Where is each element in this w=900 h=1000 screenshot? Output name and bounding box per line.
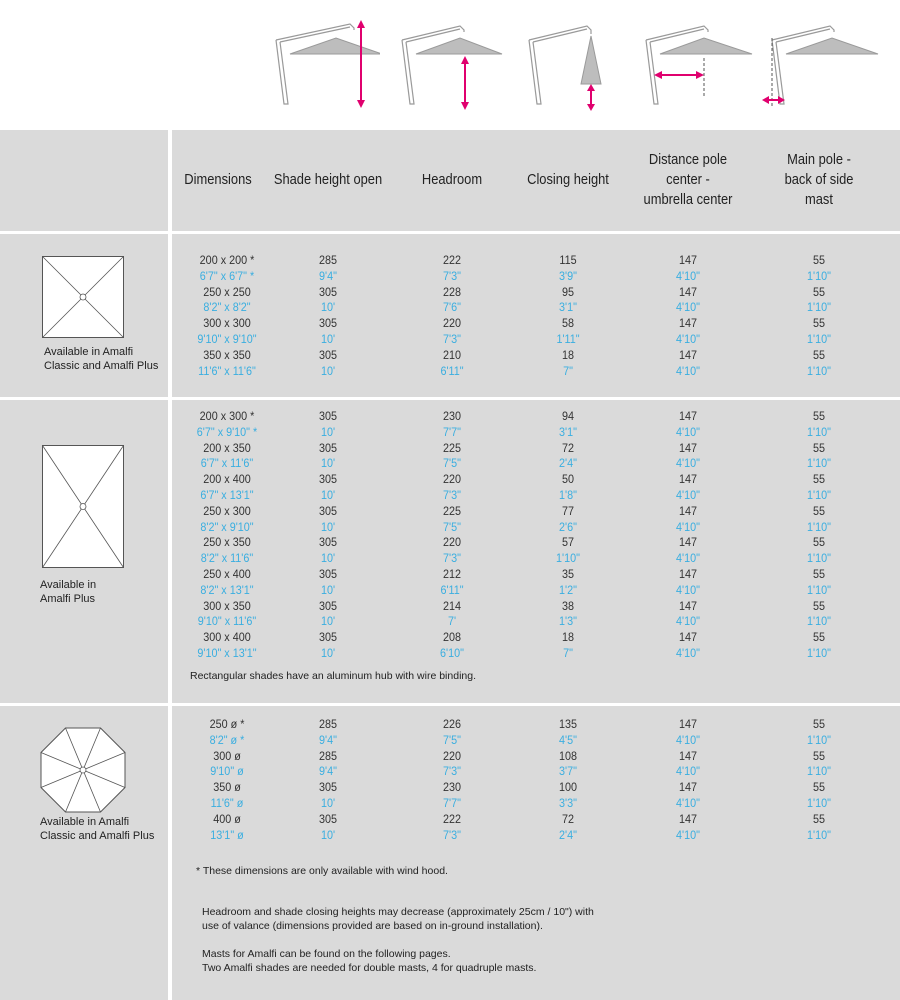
cell-imperial: 4'10" [676, 764, 700, 779]
cell-imperial: 1'10" [807, 456, 831, 471]
cell-imperial: 10' [320, 614, 336, 629]
cell-metric: 55 [812, 316, 826, 331]
cell-imperial: 6'7" x 11'6" [200, 456, 254, 471]
availability-rectangle: Available in Amalfi Plus [40, 579, 97, 605]
header-distance-pole: Distance pole center - umbrella center [643, 151, 733, 208]
cell-metric: 400 ø [213, 811, 241, 826]
cell-imperial: 4'10" [676, 300, 700, 315]
header-main-pole: Main pole - back of side mast [784, 151, 854, 208]
cell-imperial: 9'10" x 11'6" [197, 614, 257, 629]
cell-imperial: 1'10" [556, 551, 580, 566]
cell-metric: 228 [442, 284, 462, 299]
cell-metric: 55 [812, 253, 826, 267]
cell-imperial: 10' [320, 300, 336, 315]
cell-imperial: 1'10" [807, 519, 831, 534]
cell-metric: 77 [561, 503, 575, 518]
cell-imperial: 1'10" [807, 827, 831, 842]
cell-metric: 147 [678, 717, 698, 731]
cell-metric: 55 [812, 440, 826, 455]
column-shade [278, 717, 379, 843]
cell-metric: 305 [318, 347, 338, 362]
column-shade [278, 253, 379, 379]
cell-metric: 55 [812, 780, 826, 795]
cell-imperial: 7'5" [443, 456, 461, 471]
cell-imperial: 9'10" x 9'10" [197, 331, 257, 346]
cell-metric: 300 ø [213, 748, 241, 763]
masts-footnote: Masts for Amalfi can be found on the following pages. Two Amalfi shades are needed for double masts, 4 for quadruple masts. [202, 948, 537, 974]
cell-imperial: 1'10" [807, 732, 831, 747]
cell-imperial: 7'3" [443, 551, 461, 566]
cell-metric: 305 [318, 503, 338, 518]
cell-metric: 200 x 200 * [199, 253, 255, 267]
cell-metric: 57 [561, 535, 575, 550]
cell-imperial: 6'7" x 9'10" * [196, 424, 258, 439]
cell-metric: 208 [442, 630, 462, 645]
availability-octagon: Available in Amalfi Classic and Amalfi Plus [40, 816, 155, 842]
cell-imperial: 1'10" [807, 487, 831, 502]
cell-imperial: 9'10" ø [210, 764, 244, 779]
pole-distance-diagram-icon [640, 14, 760, 112]
cell-metric: 350 x 350 [203, 347, 251, 362]
column-close [518, 409, 619, 662]
cell-metric: 305 [318, 566, 338, 581]
cell-imperial: 8'2" x 13'1" [200, 582, 254, 597]
cell-metric: 147 [678, 253, 698, 267]
cell-metric: 250 x 300 [203, 503, 251, 518]
cell-metric: 55 [812, 811, 826, 826]
cell-imperial: 3'3" [559, 795, 577, 810]
cell-imperial: 10' [320, 487, 336, 502]
header-headroom: Headroom [421, 171, 483, 188]
cell-imperial: 10' [320, 582, 336, 597]
cell-metric: 226 [442, 717, 462, 731]
cell-imperial: 4'10" [676, 487, 700, 502]
cell-metric: 212 [442, 566, 462, 581]
cell-metric: 147 [678, 347, 698, 362]
cell-imperial: 6'11" [440, 363, 464, 378]
cell-imperial: 8'2" x 11'6" [200, 551, 254, 566]
cell-metric: 147 [678, 472, 698, 487]
cell-imperial: 7' [447, 614, 457, 629]
cell-imperial: 7'3" [443, 764, 461, 779]
cell-imperial: 1'10" [807, 551, 831, 566]
cell-metric: 147 [678, 566, 698, 581]
cell-metric: 305 [318, 598, 338, 613]
cell-metric: 72 [561, 440, 575, 455]
cell-metric: 305 [318, 472, 338, 487]
cell-imperial: 4'10" [676, 795, 700, 810]
cell-imperial: 1'10" [807, 300, 831, 315]
cell-metric: 220 [442, 748, 462, 763]
cell-metric: 147 [678, 409, 698, 423]
cell-imperial: 10' [320, 363, 336, 378]
octagon-shade-icon [40, 727, 126, 813]
column-head [398, 253, 506, 379]
cell-imperial: 6'11" [440, 582, 464, 597]
cell-imperial: 7'7" [443, 795, 461, 810]
cell-metric: 285 [318, 253, 338, 267]
column-dim [178, 717, 277, 843]
cell-metric: 50 [561, 472, 575, 487]
cell-imperial: 3'7" [559, 764, 577, 779]
column-dist [630, 253, 745, 379]
column-shade [278, 409, 379, 662]
cell-imperial: 4'10" [676, 614, 700, 629]
cell-metric: 55 [812, 347, 826, 362]
cell-imperial: 10' [320, 456, 336, 471]
cell-metric: 300 x 350 [203, 598, 251, 613]
cell-imperial: 11'6" ø [210, 795, 244, 810]
column-head [398, 409, 506, 662]
cell-metric: 55 [812, 535, 826, 550]
column-dim [178, 253, 277, 379]
cell-metric: 250 x 400 [203, 566, 251, 581]
cell-metric: 305 [318, 811, 338, 826]
cell-metric: 38 [561, 598, 575, 613]
cell-imperial: 6'7" x 6'7" * [199, 268, 255, 283]
header-shade-height: Shade height open [273, 171, 383, 188]
cell-imperial: 1'2" [559, 582, 577, 597]
header-dimensions: Dimensions [184, 171, 252, 188]
cell-metric: 147 [678, 780, 698, 795]
cell-metric: 220 [442, 472, 462, 487]
cell-metric: 147 [678, 811, 698, 826]
valance-footnote: Headroom and shade closing heights may decrease (approximately 25cm / 10") with use of valance (dimensions provided are based on in-ground installation). [202, 906, 594, 932]
cell-metric: 94 [561, 409, 575, 423]
cell-imperial: 7'5" [443, 732, 461, 747]
cell-imperial: 9'4" [319, 764, 337, 779]
column-close [518, 717, 619, 843]
cell-metric: 55 [812, 503, 826, 518]
cell-metric: 200 x 350 [203, 440, 251, 455]
cell-metric: 222 [442, 253, 462, 267]
cell-imperial: 4'10" [676, 268, 700, 283]
cell-metric: 300 x 300 [203, 316, 251, 331]
cell-metric: 147 [678, 503, 698, 518]
cell-metric: 147 [678, 748, 698, 763]
cell-imperial: 4'5" [559, 732, 577, 747]
cell-metric: 147 [678, 598, 698, 613]
cell-metric: 35 [561, 566, 575, 581]
cell-imperial: 9'10" x 13'1" [197, 645, 257, 660]
rectangle-hub-note: Rectangular shades have an aluminum hub with wire binding. [190, 670, 477, 682]
cell-imperial: 4'10" [676, 331, 700, 346]
cell-imperial: 1'10" [807, 363, 831, 378]
cell-imperial: 9'4" [319, 268, 337, 283]
cell-imperial: 10' [320, 827, 336, 842]
cell-imperial: 1'10" [807, 424, 831, 439]
cell-imperial: 4'10" [676, 827, 700, 842]
cell-metric: 55 [812, 409, 826, 423]
cell-imperial: 10' [320, 795, 336, 810]
closing-height-diagram-icon [523, 14, 613, 112]
cell-imperial: 9'4" [319, 732, 337, 747]
side-mast-distance-diagram-icon [760, 14, 885, 112]
cell-metric: 305 [318, 284, 338, 299]
cell-imperial: 8'2" ø * [209, 732, 245, 747]
cell-imperial: 3'1" [559, 300, 577, 315]
cell-imperial: 4'10" [676, 582, 700, 597]
cell-imperial: 8'2" x 9'10" [200, 519, 254, 534]
cell-metric: 230 [442, 780, 462, 795]
cell-metric: 305 [318, 316, 338, 331]
cell-imperial: 7'3" [443, 331, 461, 346]
square-shade-icon [42, 256, 124, 338]
cell-imperial: 4'10" [676, 732, 700, 747]
cell-metric: 214 [442, 598, 462, 613]
cell-imperial: 3'9" [559, 268, 577, 283]
cell-metric: 250 x 250 [203, 284, 251, 299]
availability-square: Available in Amalfi Classic and Amalfi Plus [44, 346, 159, 372]
cell-metric: 58 [561, 316, 575, 331]
icon-row [0, 0, 900, 128]
cell-metric: 147 [678, 440, 698, 455]
cell-imperial: 2'4" [559, 827, 577, 842]
cell-imperial: 7" [563, 645, 573, 660]
column-head [398, 717, 506, 843]
cell-metric: 350 ø [213, 780, 241, 795]
cell-imperial: 7" [563, 363, 573, 378]
cell-metric: 72 [561, 811, 575, 826]
cell-imperial: 1'10" [807, 268, 831, 283]
cell-metric: 285 [318, 717, 338, 731]
cell-metric: 100 [558, 780, 578, 795]
cell-metric: 18 [561, 347, 575, 362]
cell-metric: 225 [442, 440, 462, 455]
wind-hood-footnote: * These dimensions are only available with wind hood. [196, 865, 448, 877]
cell-metric: 55 [812, 472, 826, 487]
cell-imperial: 6'10" [440, 645, 464, 660]
cell-imperial: 10' [320, 331, 336, 346]
cell-imperial: 10' [320, 424, 336, 439]
column-dist [630, 717, 745, 843]
cell-metric: 230 [442, 409, 462, 423]
cell-metric: 147 [678, 535, 698, 550]
cell-metric: 55 [812, 284, 826, 299]
cell-imperial: 7'3" [443, 268, 461, 283]
header-closing-height: Closing height [527, 171, 609, 188]
cell-metric: 147 [678, 284, 698, 299]
cell-metric: 115 [559, 253, 577, 267]
cell-imperial: 10' [320, 519, 336, 534]
cell-metric: 285 [318, 748, 338, 763]
cell-metric: 108 [558, 748, 578, 763]
cell-imperial: 7'3" [443, 487, 461, 502]
cell-imperial: 1'3" [559, 614, 577, 629]
cell-metric: 55 [812, 598, 826, 613]
cell-metric: 200 x 300 * [199, 409, 255, 423]
cell-imperial: 1'11" [556, 331, 580, 346]
cell-imperial: 2'6" [559, 519, 577, 534]
cell-metric: 250 x 350 [203, 535, 251, 550]
cell-metric: 225 [442, 503, 462, 518]
cell-imperial: 6'7" x 13'1" [200, 487, 254, 502]
cell-imperial: 13'1" ø [210, 827, 244, 842]
table-header [0, 130, 900, 231]
cell-imperial: 7'5" [443, 519, 461, 534]
cell-metric: 55 [812, 717, 826, 731]
column-divider [168, 130, 172, 1000]
cell-imperial: 4'10" [676, 519, 700, 534]
cell-metric: 305 [318, 780, 338, 795]
cell-imperial: 2'4" [559, 456, 577, 471]
cell-imperial: 1'10" [807, 614, 831, 629]
cell-metric: 55 [812, 748, 826, 763]
column-mast [759, 253, 880, 379]
cell-imperial: 1'10" [807, 582, 831, 597]
cell-metric: 147 [678, 316, 698, 331]
cell-imperial: 4'10" [676, 456, 700, 471]
cell-metric: 222 [442, 811, 462, 826]
cell-metric: 210 [442, 347, 462, 362]
cell-metric: 135 [558, 717, 578, 731]
headroom-diagram-icon [396, 14, 506, 112]
cell-metric: 18 [561, 630, 575, 645]
cell-imperial: 4'10" [676, 551, 700, 566]
cell-metric: 220 [442, 535, 462, 550]
cell-imperial: 4'10" [676, 424, 700, 439]
column-mast [759, 717, 880, 843]
column-dim [178, 409, 277, 662]
cell-imperial: 4'10" [676, 363, 700, 378]
column-close [518, 253, 619, 379]
cell-metric: 147 [678, 630, 698, 645]
cell-imperial: 10' [320, 645, 336, 660]
cell-imperial: 4'10" [676, 645, 700, 660]
cell-metric: 305 [318, 409, 338, 423]
column-mast [759, 409, 880, 662]
column-dist [630, 409, 745, 662]
cell-imperial: 10' [320, 551, 336, 566]
cell-imperial: 1'10" [807, 764, 831, 779]
cell-metric: 55 [812, 566, 826, 581]
cell-metric: 250 ø * [209, 717, 245, 731]
cell-imperial: 1'10" [807, 795, 831, 810]
cell-metric: 305 [318, 440, 338, 455]
cell-imperial: 1'10" [807, 645, 831, 660]
cell-imperial: 7'7" [443, 424, 461, 439]
cell-metric: 200 x 400 [203, 472, 251, 487]
cell-metric: 300 x 400 [203, 630, 251, 645]
cell-imperial: 8'2" x 8'2" [203, 300, 251, 315]
cell-imperial: 11'6" x 11'6" [198, 363, 256, 378]
cell-imperial: 3'1" [559, 424, 577, 439]
rectangle-shade-icon [42, 445, 124, 568]
shade-height-open-diagram-icon [270, 14, 380, 112]
cell-imperial: 7'3" [443, 827, 461, 842]
cell-imperial: 1'8" [559, 487, 577, 502]
cell-metric: 95 [561, 284, 575, 299]
cell-metric: 305 [318, 535, 338, 550]
cell-metric: 305 [318, 630, 338, 645]
cell-imperial: 1'10" [807, 331, 831, 346]
cell-metric: 220 [442, 316, 462, 331]
cell-metric: 55 [812, 630, 826, 645]
cell-imperial: 7'6" [443, 300, 461, 315]
